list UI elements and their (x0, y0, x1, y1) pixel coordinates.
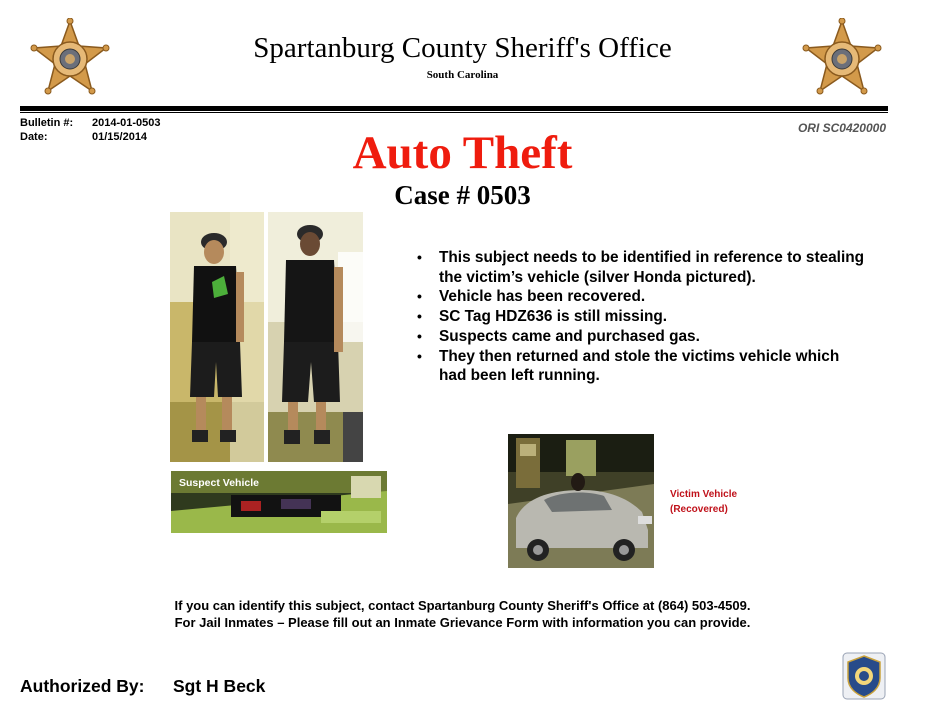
victim-vehicle-caption-line1: Victim Vehicle (670, 489, 738, 500)
detail-item: • They then returned and stole the victims vehicle which had been left running. (417, 347, 867, 386)
detail-item: • Suspects came and purchased gas. (417, 327, 867, 347)
victim-vehicle-caption-line2: (Recovered) (670, 504, 728, 515)
inmate-instructions: For Jail Inmates – Please fill out an Inmate Grievance Form with information you can provide. (174, 615, 751, 630)
victim-vehicle-photo (508, 434, 654, 568)
accreditation-seal-icon (842, 652, 886, 700)
authorized-by-name: Sgt H Beck (173, 676, 266, 696)
bulletin-date: 01/15/2014 (92, 131, 148, 143)
bulletin-number-label: Bulletin #: (20, 117, 74, 129)
header-divider-thin (20, 112, 888, 113)
suspect-photo-front (170, 212, 264, 462)
suspect-vehicle-photo (171, 471, 387, 533)
case-details-list (417, 248, 867, 386)
detail-item: • Vehicle has been recovered. (417, 287, 867, 307)
detail-item: • SC Tag HDZ636 is still missing. (417, 307, 867, 327)
authorized-by-label: Authorized By: (20, 676, 145, 696)
bulletin-date-label: Date: (20, 131, 48, 143)
headline: Auto Theft (352, 127, 573, 179)
detail-item: • This subject needs to be identified in reference to stealing the victim’s vehicle (silver Honda pictured). (417, 248, 867, 287)
ori-number: ORI SC0420000 (797, 121, 886, 135)
suspect-vehicle-caption: Suspect Vehicle (179, 477, 259, 489)
victim-vehicle-caption (670, 487, 737, 517)
bulletin-number: 2014-01-0503 (92, 117, 161, 129)
agency-state: South Carolina (426, 69, 499, 81)
agency-title: Spartanburg County Sheriff's Office (253, 32, 672, 64)
case-number: Case # 0503 (394, 180, 531, 210)
header-divider (20, 106, 888, 111)
contact-instructions: If you can identify this subject, contact Spartanburg County Sheriff's Office at (864) 503-4509. (174, 598, 751, 613)
suspect-photo-back (268, 212, 363, 462)
